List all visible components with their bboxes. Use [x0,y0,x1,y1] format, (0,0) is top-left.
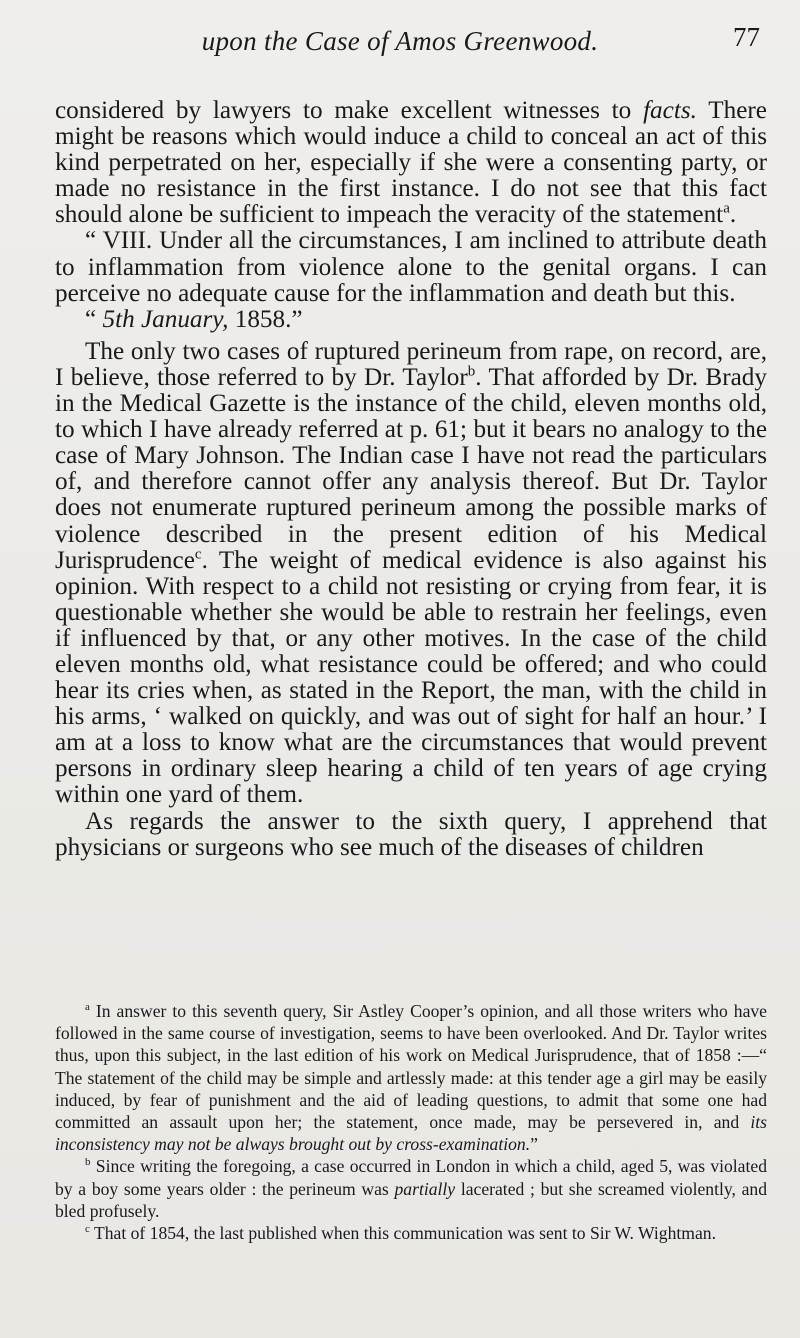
footnote-mark-b: b [85,1156,91,1169]
text-run: In answer to this seventh query, Sir Astley Cooper’s opinion, and all those writers who have followed in the same course of investigation, seems to have been overlooked. And Dr. Taylor writes thus, upon this subject, in the last edition of his work on Medical Jurisprudence, that of 1858 :—“ The statement of the child may be simple and artlessly made: at this tender age a girl may be easily induced, by fear of punishment and the aid of leading questions, to admit that some one had committed an assault upon her; the statement, once made, may be persevered in, and [55,1001,767,1133]
text-run: . That afforded by Dr. Brady in the Medical Gazette is the instance of the child, eleven months old, to which I have already referred at p. 61; but it bears no analogy to the case of Mary Johnson. The Indian case I have not read the particulars of, and therefore cannot offer any analysis thereof. But Dr. Taylor does not enumerate ruptured perineum among the possible marks of violence described in the present edition of his Medical Jurisprudence [55,363,767,574]
text-run: There might be reasons which would induce a child to conceal an act of this kind perpetrated on her, especially if she were a consenting party, or made no resistance in the first instance. I do not see that this fact should alone be sufficient to impeach the veracity of the statement [55,97,767,229]
text-run: lacerated ; but she screamed violently, and bled profusely. [55,1178,768,1221]
text-run: “ [85,305,103,333]
text-run: That of 1854, the last published when this communication was sent to Sir W. Wightman. [89,1223,716,1244]
text-run: considered by lawyers to make excellent witnesses to [55,97,644,124]
text-run: . The weight of medical evidence is also against his opinion. With respect to a child not resisting or crying from fear, it is questionable whether she would be able to restrain her feelings, even if influenced by that, or any other motives. In the case of the child eleven months old, what resistance could be offered; and who could hear its cries when, as stated in the Report, the man, with the child in his arms, ‘ walked on quickly, and was out of sight for half an hour.’ I am at a loss to know what are the circumstances that would prevent persons in ordinary sleep hearing a child of ten years of age crying within one yard of them. [55,546,767,809]
emphasis-facts: facts. [643,97,697,124]
footnote-ref-a: a [723,200,730,217]
body-text [55,98,767,861]
paragraph-ruptured-perineum [55,339,767,809]
text-run: . [729,201,737,229]
page-number: 77 [733,22,760,52]
date-italic: 5th January, [102,305,229,333]
footnote-b-italic: partially [394,1178,456,1199]
running-title: upon the Case of Amos Greenwood. [201,26,599,56]
footnote-b [55,1155,767,1222]
footnote-mark-a: a [85,1001,90,1014]
running-head [0,20,800,64]
paragraph-continuation [55,98,767,228]
footnote-ref-c: c [194,546,202,563]
paragraph-viii: “ VIII. Under all the circumstances, I am inclined to attribute death to inflammation from violence alone to the genital organs. I can perceive no adequate cause for the inflammation and death but this. [55,227,767,307]
text-run: Since writing the foregoing, a case occurred in London in which a child, aged 5, was violated by a boy some years older : the perineum was [55,1156,767,1199]
text-run: ” [530,1134,538,1155]
footnote-a [55,1000,767,1155]
footnote-ref-b: b [467,363,476,380]
footnote-a-italic: its inconsistency may not be always brought out by cross-examination. [55,1112,767,1155]
footnote-mark-c: c [85,1223,90,1236]
date-line [55,307,767,333]
text-run: 1858.” [228,305,303,333]
paragraph-sixth-query: As regards the answer to the sixth query, I apprehend that physicians or surgeons who see much of the diseases of children [55,807,767,861]
footnote-c [55,1222,767,1244]
footnotes [55,1000,767,1244]
text-run: The only two cases of ruptured perineum from rape, on record, are, I believe, those referred to by Dr. Taylor [55,337,767,391]
